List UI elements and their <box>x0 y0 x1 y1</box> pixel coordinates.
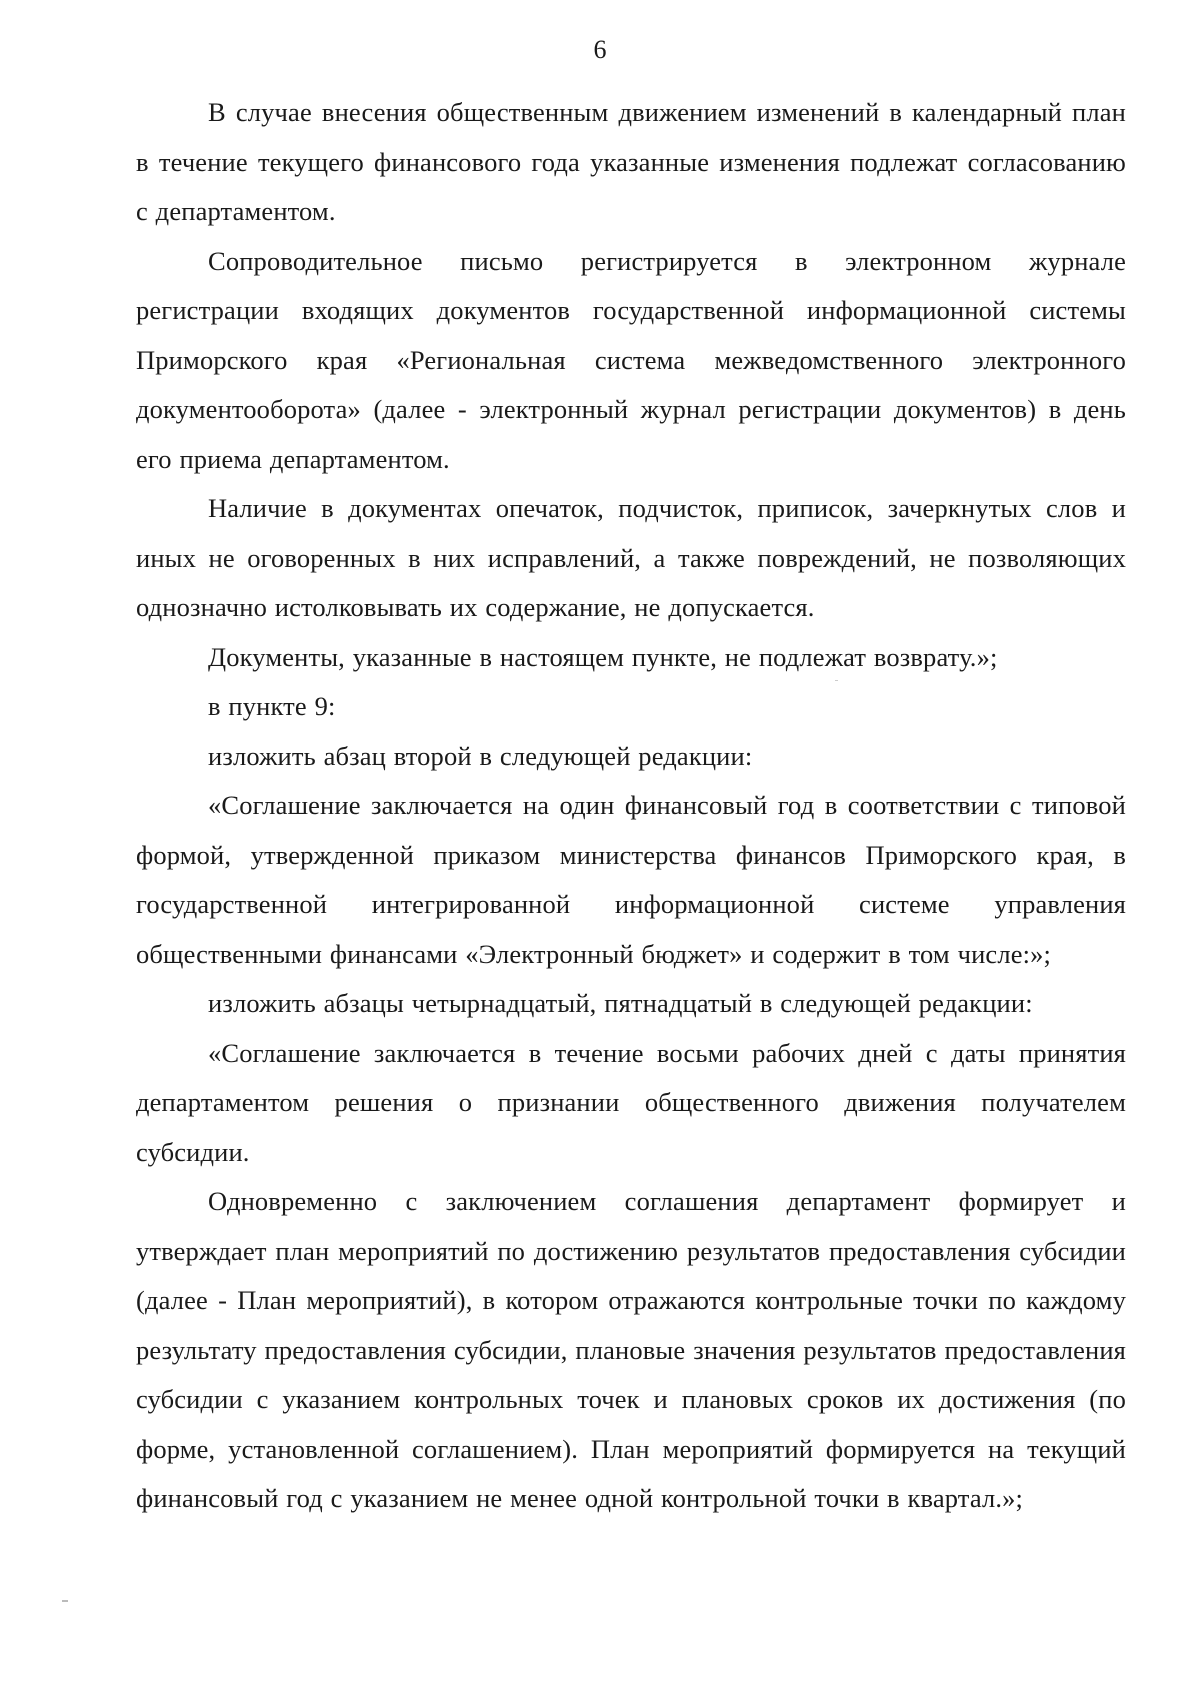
paragraph-second-abzats-instruction: изложить абзац второй в следующей редакции: <box>208 740 753 771</box>
document-body <box>136 88 1126 1524</box>
paragraph-agreement-one-year: «Соглашение заключается на один финансовый год в соответствии с типовой формой, утвержденной приказом министерства финансов Приморского края, в государственной интегрированной информационной системе управления общественными финансами «Электронный бюджет» и содержит в том числе:»; <box>136 790 1126 969</box>
paragraph-agreement-eight-days: «Соглашение заключается в течение восьми рабочих дней с даты принятия департаментом решения о признании общественного движения получателем субсидии. <box>136 1037 1126 1167</box>
scan-speck <box>835 680 838 681</box>
scan-margin-mark <box>62 1600 68 1602</box>
paragraph-cover-letter-registration: Сопроводительное письмо регистрируется в электронном журнале регистрации входящих документов государственной информационной системы Приморского края «Региональная система межведомственного электронного документооборота» (далее - электронный журнал регистрации документов) в день его приема департаментом. <box>136 245 1126 474</box>
paragraph-14-15-instruction: изложить абзацы четырнадцатый, пятнадцатый в следующей редакции: <box>208 988 1033 1018</box>
paragraph-no-return: Документы, указанные в настоящем пункте, не подлежат возврату.»; <box>208 641 998 672</box>
page-number: 6 <box>593 35 607 64</box>
paragraph-action-plan: Одновременно с заключением соглашения департамент формирует и утверждает план мероприятий по достижению результатов предоставления субсидии (далее - План мероприятий), в котором отражаются контрольные точки по каждому результату предоставления субсидии, плановые значения результатов предоставления субсидии с указанием контрольных точек и плановых сроков их достижения (по форме, установленной соглашением). План мероприятий формируется на текущий финансовый год с указанием не менее одной контрольной точки в квартал.»; <box>136 1186 1126 1513</box>
paragraph-clause-9: в пункте 9: <box>208 691 336 721</box>
paragraph-document-defects: Наличие в документах опечаток, подчисток, приписок, зачеркнутых слов и иных не оговоренных в них исправлений, а также повреждений, не позволяющих однозначно истолковывать их содержание, не допускается. <box>136 493 1126 622</box>
paragraph-calendar-plan-changes: В случае внесения общественным движением изменений в календарный план в течение текущего финансового года указанные изменения подлежат согласованию с департаментом. <box>136 97 1126 226</box>
